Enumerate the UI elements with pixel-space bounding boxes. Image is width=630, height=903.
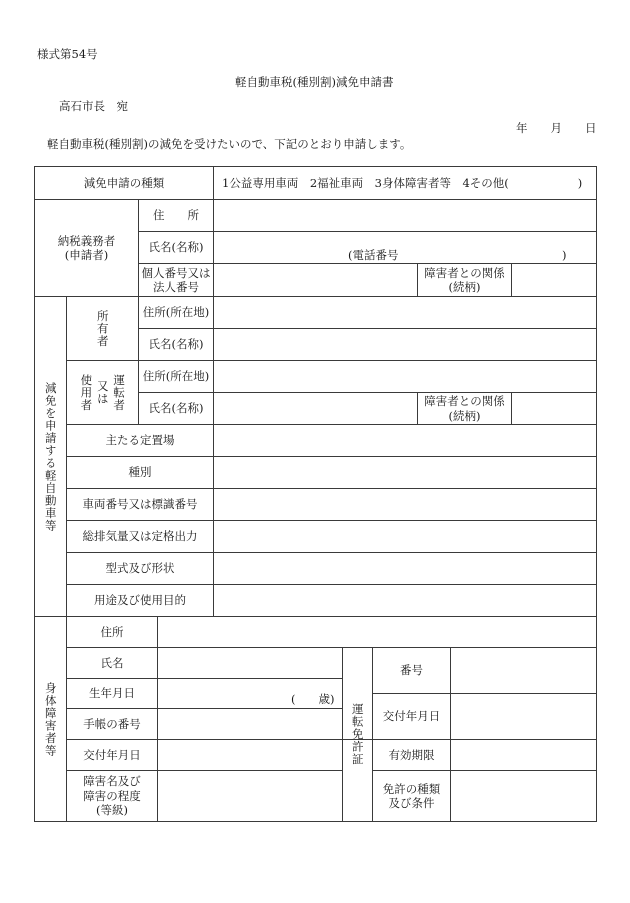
user-label-col2: 又は	[95, 380, 110, 405]
vehicle-group-label	[35, 297, 66, 616]
disabled-age: ( 歳)	[291, 692, 335, 706]
model-field[interactable]	[214, 553, 596, 584]
disabled-name-label: 氏名	[100, 655, 124, 670]
disabled-name-field[interactable]	[158, 648, 342, 678]
disability-label	[67, 771, 157, 821]
plate-field[interactable]	[214, 489, 596, 520]
disability-field[interactable]	[158, 771, 342, 821]
user-label-col1: 使用者	[79, 373, 94, 412]
taxpayer-address-label: 住 所	[153, 208, 199, 223]
taxpayer-relation-field[interactable]	[512, 264, 596, 296]
displacement-field[interactable]	[214, 521, 596, 552]
owner-label	[67, 297, 138, 360]
taxpayer-id-line1: 個人番号又は	[141, 265, 211, 280]
vehicle-group-label-text: 減免を申請する軽自動車等	[43, 381, 58, 532]
owner-address-field[interactable]	[214, 297, 596, 328]
taxpayer-relation-label	[418, 264, 511, 296]
license-type-label	[373, 771, 450, 821]
taxpayer-address-field[interactable]	[214, 200, 596, 231]
license-issue-label: 交付年月日	[382, 709, 441, 724]
taxpayer-relation-line2: (続柄)	[448, 280, 481, 294]
taxpayer-name-label: 氏名(名称)	[148, 240, 204, 255]
taxpayer-label-line2: (申請者)	[64, 248, 109, 262]
purpose-field[interactable]	[214, 585, 596, 616]
disability-line2: 障害の程度	[83, 788, 141, 803]
license-label-text: 運転免許証	[350, 703, 365, 766]
intro-text: 軽自動車税(種別割)の減免を受けたいので、下記のとおり申請します。	[47, 137, 412, 151]
user-relation-line2: (続柄)	[448, 408, 481, 423]
user-relation-line1: 障害者との関係	[424, 394, 505, 409]
addressee: 高石市長 宛	[59, 99, 128, 113]
disabled-address-label: 住所	[100, 624, 124, 639]
kind-field[interactable]	[214, 457, 596, 488]
disabled-group-label-text: 身体障害者等	[43, 681, 58, 757]
owner-address-label: 住所(所在地)	[142, 305, 210, 320]
kind-label: 種別	[128, 465, 152, 480]
taxpayer-label-line1: 納税義務者	[57, 233, 116, 248]
taxpayer-group-label	[35, 200, 138, 296]
handbook-label: 手帳の番号	[83, 716, 141, 731]
owner-label-text: 所有者	[95, 309, 110, 348]
handbook-issue-field[interactable]	[158, 740, 342, 770]
user-name-label: 氏名(名称)	[148, 401, 204, 416]
reduction-type-options[interactable]: 1公益専用車両 2福祉車両 3身体障害者等 4その他( )	[222, 175, 583, 190]
user-address-label: 住所(所在地)	[142, 369, 210, 384]
date-line: 年 月 日	[516, 121, 597, 135]
disability-line3: (等級)	[96, 803, 128, 818]
user-label-col3: 運転者	[112, 373, 127, 412]
license-type-field[interactable]	[451, 771, 596, 821]
taxpayer-name-field[interactable]	[214, 232, 596, 263]
disability-line1: 障害名及び	[83, 774, 141, 789]
handbook-field[interactable]	[158, 709, 342, 739]
user-label	[67, 361, 138, 424]
taxpayer-id-field[interactable]	[214, 264, 417, 296]
page-title: 軽自動車税(種別割)減免申請書	[235, 75, 394, 89]
disabled-birth-label: 生年月日	[89, 686, 135, 701]
disabled-group-label	[35, 617, 66, 821]
disabled-address-field[interactable]	[158, 617, 596, 647]
license-valid-label: 有効期限	[388, 747, 435, 762]
user-relation-field[interactable]	[512, 393, 596, 424]
license-valid-field[interactable]	[451, 740, 596, 770]
license-type-line1: 免許の種類	[382, 781, 441, 796]
taxpayer-id-line2: 法人番号	[153, 280, 199, 294]
handbook-issue-label: 交付年月日	[83, 747, 141, 762]
license-issue-field[interactable]	[451, 694, 596, 739]
purpose-label: 用途及び使用目的	[94, 593, 186, 608]
storage-label: 主たる定置場	[105, 433, 175, 448]
license-number-field[interactable]	[451, 648, 596, 693]
taxpayer-phone-label: (電話番号	[348, 248, 399, 262]
storage-field[interactable]	[214, 425, 596, 456]
plate-label: 車両番号又は標識番号	[82, 497, 198, 512]
reduction-type-label: 減免申請の種類	[83, 175, 165, 190]
user-address-field[interactable]	[214, 361, 596, 392]
form-number: 様式第54号	[37, 47, 98, 61]
user-name-field[interactable]	[214, 393, 417, 424]
taxpayer-phone-close: )	[562, 248, 567, 262]
owner-name-field[interactable]	[214, 329, 596, 360]
model-label: 型式及び形状	[105, 561, 175, 576]
license-number-label: 番号	[400, 663, 423, 678]
taxpayer-id-label	[139, 264, 213, 296]
license-type-line2: 及び条件	[388, 796, 435, 810]
owner-name-label: 氏名(名称)	[148, 337, 204, 352]
taxpayer-relation-line1: 障害者との関係	[424, 265, 505, 280]
user-relation-label	[418, 393, 511, 424]
license-label	[343, 648, 372, 821]
displacement-label: 総排気量又は定格出力	[82, 529, 198, 544]
